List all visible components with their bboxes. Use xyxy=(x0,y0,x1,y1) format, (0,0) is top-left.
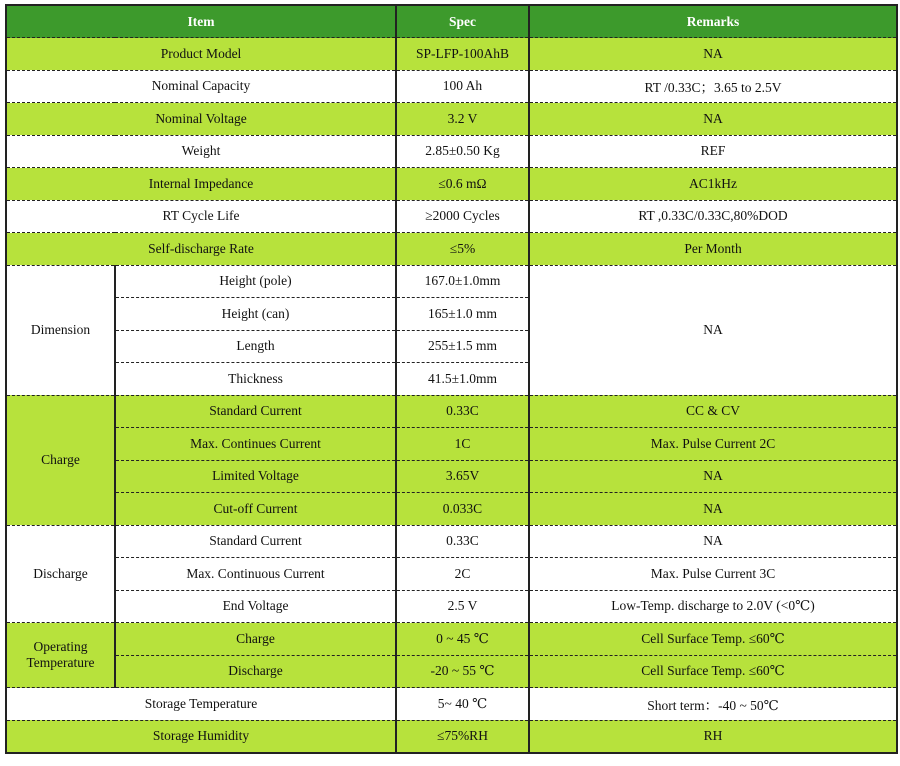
table-row xyxy=(6,168,897,201)
spec-cell: ≥2000 Cycles xyxy=(396,200,529,233)
remarks-cell: NA xyxy=(529,525,897,558)
item-cell: Standard Current xyxy=(115,525,396,558)
remarks-cell: REF xyxy=(529,135,897,168)
table-row xyxy=(6,558,897,591)
item-cell: Height (pole) xyxy=(115,265,396,298)
table-row xyxy=(6,395,897,428)
remarks-cell: NA xyxy=(529,493,897,526)
spec-cell: -20 ~ 55 ℃ xyxy=(396,655,529,688)
remarks-cell: RH xyxy=(529,720,897,753)
remarks-cell: Max. Pulse Current 2C xyxy=(529,428,897,461)
remarks-cell: AC1kHz xyxy=(529,168,897,201)
remarks-cell: Cell Surface Temp. ≤60℃ xyxy=(529,623,897,656)
spec-cell: 3.65V xyxy=(396,460,529,493)
item-cell: Storage Temperature xyxy=(6,688,396,721)
table-row xyxy=(6,265,897,298)
spec-cell: 3.2 V xyxy=(396,103,529,136)
spec-cell: 41.5±1.0mm xyxy=(396,363,529,396)
item-cell: Height (can) xyxy=(115,298,396,331)
spec-cell: SP-LFP-100AhB xyxy=(396,38,529,71)
spec-cell: 255±1.5 mm xyxy=(396,330,529,363)
remarks-cell: Short term：-40 ~ 50℃ xyxy=(529,688,897,721)
item-cell: End Voltage xyxy=(115,590,396,623)
spec-cell: 100 Ah xyxy=(396,70,529,103)
spec-table xyxy=(5,4,898,754)
item-cell: Limited Voltage xyxy=(115,460,396,493)
table-row xyxy=(6,493,897,526)
group-label-discharge: Discharge xyxy=(6,525,115,623)
table-row xyxy=(6,655,897,688)
spec-cell: 0.33C xyxy=(396,525,529,558)
table-row xyxy=(6,200,897,233)
remarks-cell: Low-Temp. discharge to 2.0V (<0℃) xyxy=(529,590,897,623)
item-cell: Storage Humidity xyxy=(6,720,396,753)
header-remarks: Remarks xyxy=(529,5,897,38)
spec-cell: ≤5% xyxy=(396,233,529,266)
spec-cell: 2.5 V xyxy=(396,590,529,623)
spec-cell: 0.033C xyxy=(396,493,529,526)
table-row xyxy=(6,460,897,493)
spec-cell: ≤0.6 mΩ xyxy=(396,168,529,201)
remarks-cell: RT /0.33C；3.65 to 2.5V xyxy=(529,70,897,103)
header-spec: Spec xyxy=(396,5,529,38)
spec-cell: 0 ~ 45 ℃ xyxy=(396,623,529,656)
item-cell: Cut-off Current xyxy=(115,493,396,526)
item-cell: Product Model xyxy=(6,38,396,71)
item-cell: Max. Continuous Current xyxy=(115,558,396,591)
header-row xyxy=(6,5,897,38)
remarks-cell: CC & CV xyxy=(529,395,897,428)
item-cell: Nominal Capacity xyxy=(6,70,396,103)
header-item: Item xyxy=(6,5,396,38)
group-label-line: Temperature xyxy=(26,655,95,670)
remarks-cell: Max. Pulse Current 3C xyxy=(529,558,897,591)
spec-cell: 165±1.0 mm xyxy=(396,298,529,331)
spec-cell: 1C xyxy=(396,428,529,461)
table-row xyxy=(6,590,897,623)
spec-cell: ≤75%RH xyxy=(396,720,529,753)
item-cell: Length xyxy=(115,330,396,363)
remarks-cell: NA xyxy=(529,38,897,71)
table-row xyxy=(6,688,897,721)
table-row xyxy=(6,135,897,168)
item-cell: Standard Current xyxy=(115,395,396,428)
spec-cell: 167.0±1.0mm xyxy=(396,265,529,298)
item-cell: Self-discharge Rate xyxy=(6,233,396,266)
table-row xyxy=(6,233,897,266)
remarks-cell: NA xyxy=(529,265,897,395)
table-row xyxy=(6,623,897,656)
spec-cell: 2.85±0.50 Kg xyxy=(396,135,529,168)
item-cell: Max. Continues Current xyxy=(115,428,396,461)
item-cell: Thickness xyxy=(115,363,396,396)
item-cell: Internal Impedance xyxy=(6,168,396,201)
table-row xyxy=(6,720,897,753)
remarks-cell: NA xyxy=(529,103,897,136)
group-label-charge: Charge xyxy=(6,395,115,525)
table-row xyxy=(6,525,897,558)
spec-cell: 2C xyxy=(396,558,529,591)
spec-cell: 0.33C xyxy=(396,395,529,428)
item-cell: Nominal Voltage xyxy=(6,103,396,136)
table-row xyxy=(6,428,897,461)
remarks-cell: Cell Surface Temp. ≤60℃ xyxy=(529,655,897,688)
remarks-cell: RT ,0.33C/0.33C,80%DOD xyxy=(529,200,897,233)
group-label-operating-temperature xyxy=(6,623,115,688)
table-row xyxy=(6,103,897,136)
item-cell: Charge xyxy=(115,623,396,656)
spec-cell: 5~ 40 ℃ xyxy=(396,688,529,721)
item-cell: Discharge xyxy=(115,655,396,688)
remarks-cell: Per Month xyxy=(529,233,897,266)
item-cell: Weight xyxy=(6,135,396,168)
group-label-line: Operating xyxy=(33,639,88,654)
table-row xyxy=(6,70,897,103)
remarks-cell: NA xyxy=(529,460,897,493)
table-row xyxy=(6,38,897,71)
group-label-dimension: Dimension xyxy=(6,265,115,395)
item-cell: RT Cycle Life xyxy=(6,200,396,233)
